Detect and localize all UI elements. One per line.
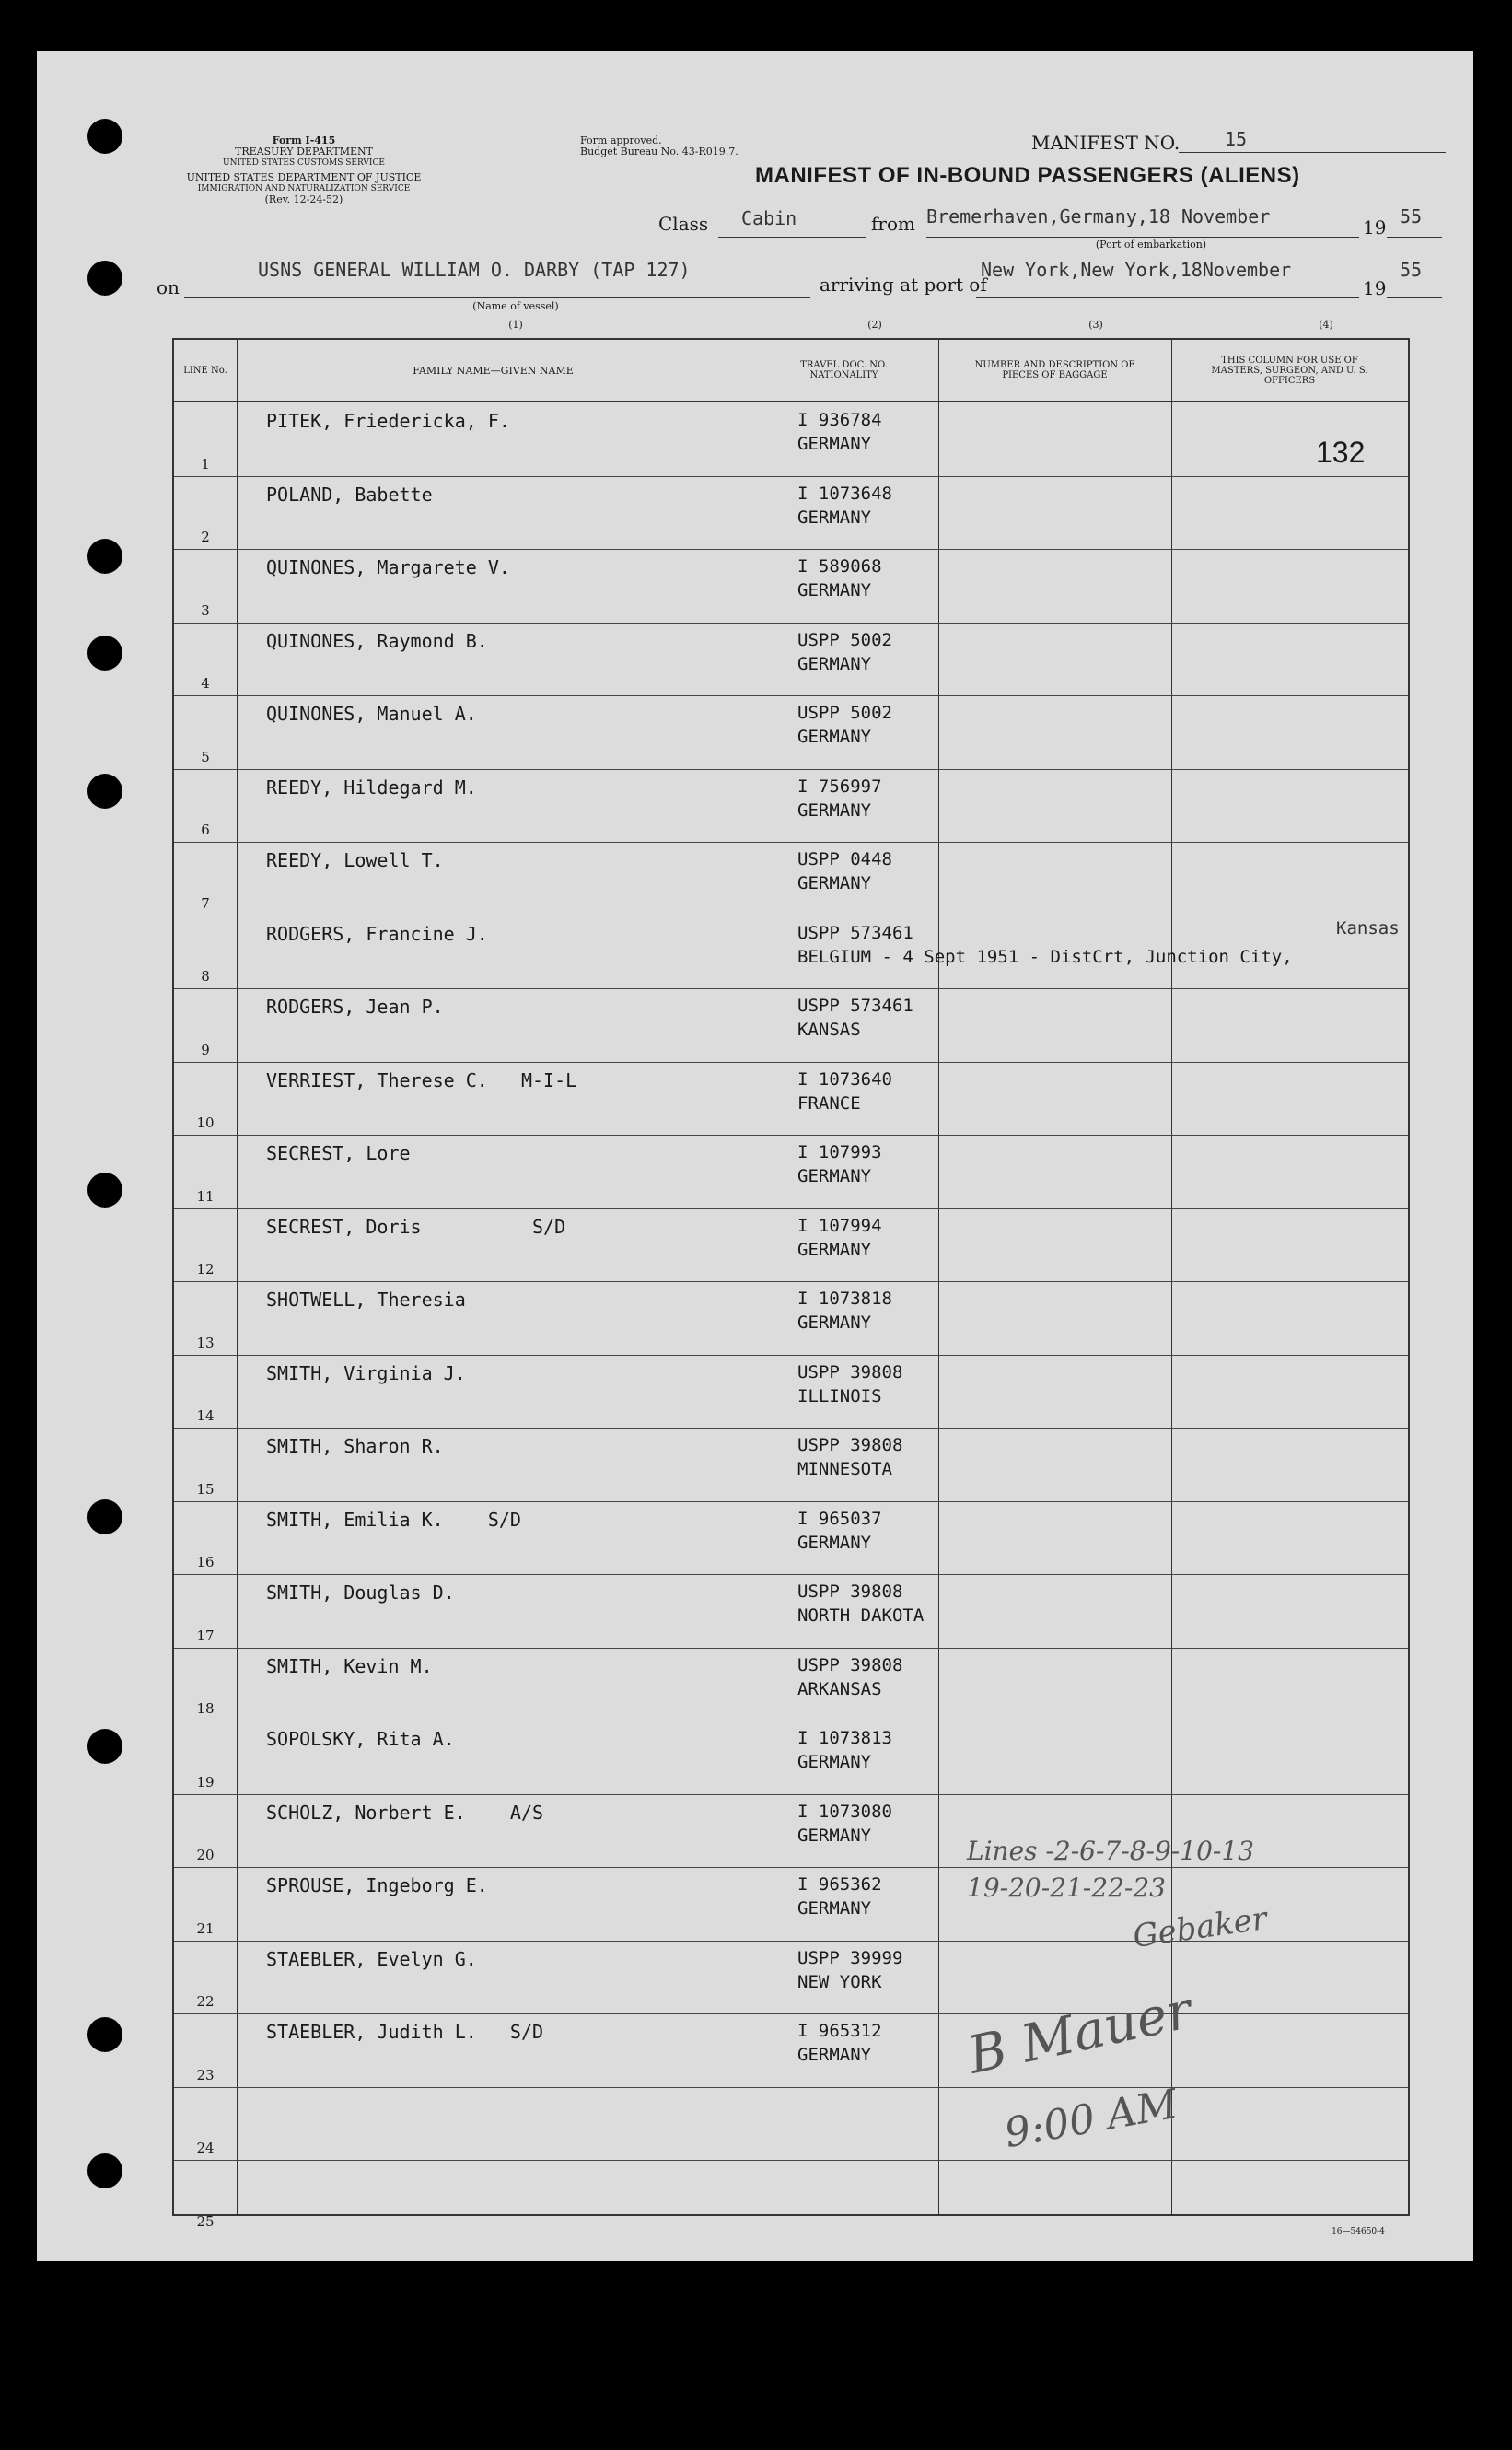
travel-doc (797, 1360, 902, 1408)
travel-doc-number: I 1073818 (797, 1289, 892, 1309)
travel-doc (797, 847, 892, 895)
passenger-name: VERRIEST, Therese C. M-I-L (266, 1068, 577, 1091)
line-number: 11 (196, 1187, 215, 1205)
punch-hole (87, 2017, 122, 2052)
travel-doc (797, 2019, 882, 2067)
col-num-4: (4) (1319, 319, 1333, 331)
vessel-name: USNS GENERAL WILLIAM O. DARBY (TAP 127) (258, 259, 691, 281)
treasury-dept: TREASURY DEPARTMENT (235, 146, 373, 158)
line-number: 16 (196, 1554, 215, 1570)
punch-hole (87, 539, 122, 574)
arriving-label: arriving at port of (820, 274, 987, 296)
col-num-2: (2) (867, 319, 882, 331)
nationality: GERMANY (797, 1898, 872, 1919)
nationality: GERMANY (797, 507, 872, 528)
nationality: NORTH DAKOTA (797, 1605, 925, 1626)
travel-doc (797, 1507, 882, 1555)
punch-hole (87, 1499, 122, 1534)
line-number: 19 (196, 1773, 215, 1791)
table-row (174, 1208, 1408, 1283)
passenger-name: SOPOLSKY, Rita A. (266, 1728, 455, 1750)
line-number: 22 (196, 1993, 215, 2010)
punch-hole (87, 261, 122, 296)
manifest-no: 15 (1225, 128, 1248, 150)
nationality: GERMANY (797, 1532, 872, 1553)
table-row (174, 1062, 1408, 1137)
travel-doc-number: USPP 573461 (797, 922, 913, 943)
table-row (174, 2013, 1408, 2088)
passenger-name: QUINONES, Raymond B. (266, 629, 488, 652)
nationality: MINNESOTA (797, 1459, 892, 1479)
travel-doc (797, 1872, 882, 1920)
handwritten-time: 9:00 AM (1001, 2080, 1181, 2158)
travel-doc (797, 482, 892, 530)
travel-doc-number: I 1073648 (797, 483, 892, 504)
table-row (174, 842, 1408, 916)
travel-doc (797, 1726, 892, 1774)
travel-doc-number: USPP 0448 (797, 849, 892, 869)
travel-doc-number: USPP 573461 (797, 996, 913, 1016)
table-row (174, 2160, 1408, 2234)
travel-doc (797, 775, 882, 822)
class-value: Cabin (741, 207, 797, 229)
col-header-line: LINE No. (183, 365, 227, 376)
passenger-name: SMITH, Sharon R. (266, 1435, 444, 1457)
col-num-1: (1) (508, 319, 523, 331)
punch-hole (87, 1729, 122, 1764)
table-row (174, 1574, 1408, 1649)
officer-count: 132 (1316, 436, 1366, 469)
nationality: ILLINOIS (797, 1385, 882, 1406)
line-number: 8 (201, 968, 210, 985)
travel-doc-number: I 1073813 (797, 1728, 892, 1748)
travel-doc-number: USPP 39808 (797, 1581, 903, 1602)
passenger-name: RODGERS, Francine J. (266, 922, 488, 945)
travel-doc (797, 1068, 892, 1115)
col-num-3: (3) (1088, 319, 1103, 331)
line-number: 13 (196, 1334, 215, 1351)
table-row (174, 769, 1408, 844)
travel-doc-number: I 965362 (797, 1874, 882, 1895)
table-row (174, 2087, 1408, 2162)
travel-doc (797, 1946, 902, 1994)
travel-doc-number: USPP 5002 (797, 703, 892, 723)
port-embark-caption: (Port of embarkation) (1095, 239, 1207, 251)
passenger-name: REEDY, Hildegard M. (266, 776, 477, 799)
passenger-name: PITEK, Friedericka, F. (266, 410, 510, 432)
table-row (174, 1428, 1408, 1502)
nationality: GERMANY (797, 1166, 872, 1186)
table-row (174, 549, 1408, 624)
passenger-name: STAEBLER, Evelyn G. (266, 1947, 477, 1970)
line-number: 4 (201, 675, 210, 692)
travel-doc (797, 1580, 924, 1628)
travel-doc-number: I 1073080 (797, 1801, 892, 1822)
line-number: 9 (201, 1041, 210, 1058)
punch-hole (87, 774, 122, 809)
travel-doc (797, 628, 892, 676)
table-row (174, 623, 1408, 697)
line-number: 6 (201, 822, 210, 838)
table-row (174, 402, 1408, 477)
travel-doc (797, 408, 882, 456)
line-number: 14 (196, 1407, 215, 1424)
travel-doc-number: USPP 39808 (797, 1361, 903, 1382)
passenger-name: REEDY, Lowell T. (266, 849, 444, 871)
travel-doc (797, 994, 913, 1042)
punch-hole (87, 2153, 122, 2188)
travel-doc-number: I 965312 (797, 2021, 882, 2041)
passenger-name: SMITH, Kevin M. (266, 1654, 433, 1677)
travel-doc (797, 1433, 902, 1481)
nationality: GERMANY (797, 1312, 872, 1333)
passenger-name: SMITH, Emilia K. S/D (266, 1508, 521, 1531)
line-number: 1 (201, 455, 210, 472)
punch-hole (87, 1172, 122, 1208)
travel-doc-number: USPP 39808 (797, 1654, 903, 1675)
year-2: 55 (1400, 259, 1423, 281)
table-row (174, 1135, 1408, 1209)
form-approved: Form approved. (580, 134, 662, 146)
line-number: 5 (201, 748, 210, 765)
table-row (174, 1721, 1408, 1795)
passenger-name: SMITH, Douglas D. (266, 1581, 455, 1604)
line-number: 18 (196, 1700, 215, 1717)
col-header-baggage: NUMBER AND DESCRIPTION OF PIECES OF BAGGAGE (974, 360, 1135, 380)
footer-code: 16—54650-4 (1332, 2227, 1385, 2236)
line-number: 7 (201, 894, 210, 912)
passenger-name: RODGERS, Jean P. (266, 996, 444, 1018)
justice-dept: UNITED STATES DEPARTMENT OF JUSTICE (186, 171, 422, 183)
line-number: 15 (196, 1480, 215, 1498)
nationality: GERMANY (797, 1825, 872, 1846)
passenger-name: QUINONES, Manuel A. (266, 703, 477, 725)
nationality: KANSAS (797, 1020, 861, 1040)
travel-doc (797, 1800, 892, 1848)
nationality: GERMANY (797, 653, 872, 674)
travel-doc (797, 554, 882, 602)
manifest-title: MANIFEST OF IN-BOUND PASSENGERS (ALIENS) (755, 163, 1300, 188)
line-number: 10 (196, 1114, 215, 1131)
year-1: 55 (1400, 205, 1423, 228)
nationality: ARKANSAS (797, 1678, 882, 1699)
year-prefix-2: 19 (1363, 277, 1387, 299)
on-label: on (157, 276, 180, 298)
nationality: FRANCE (797, 1092, 861, 1114)
travel-doc-number: I 1073640 (797, 1068, 892, 1090)
travel-doc-number: I 965037 (797, 1508, 882, 1529)
port-of-embarkation: Bremerhaven,Germany,18 November (926, 205, 1271, 228)
travel-doc-number: USPP 5002 (797, 629, 892, 650)
table-row (174, 1941, 1408, 2015)
punch-hole (87, 119, 122, 154)
travel-doc (797, 1287, 892, 1335)
year-prefix-1: 19 (1363, 216, 1387, 239)
travel-doc-number: I 107994 (797, 1215, 882, 1236)
passenger-name: SHOTWELL, Theresia (266, 1289, 466, 1311)
nationality: GERMANY (797, 873, 872, 893)
nationality: GERMANY (797, 2045, 872, 2065)
revision: (Rev. 12-24-52) (264, 193, 343, 205)
punch-hole (87, 636, 122, 671)
handwritten-signature-2: B Mauer (962, 1980, 1197, 2086)
travel-doc-number: USPP 39999 (797, 1947, 903, 1968)
travel-doc (797, 1214, 882, 1262)
nationality: GERMANY (797, 580, 872, 601)
travel-doc-number: I 107993 (797, 1142, 882, 1162)
nationality: BELGIUM - 4 Sept 1951 - DistCrt, Junction City, (797, 946, 1293, 967)
passenger-name: STAEBLER, Judith L. S/D (266, 2021, 544, 2043)
manifest-page (37, 51, 1473, 2261)
table-row (174, 695, 1408, 770)
row8-continuation: Kansas (1336, 918, 1400, 939)
nationality: GERMANY (797, 434, 872, 454)
vessel-caption: (Name of vessel) (472, 300, 559, 312)
travel-doc (797, 1653, 902, 1701)
travel-doc-number: I 589068 (797, 556, 882, 577)
line-number: 17 (196, 1627, 215, 1644)
passenger-name: SMITH, Virginia J. (266, 1361, 466, 1384)
class-label: Class (658, 213, 709, 235)
nationality: GERMANY (797, 799, 872, 821)
travel-doc (797, 701, 892, 749)
form-number: Form I-415 (272, 134, 336, 146)
nationality: GERMANY (797, 1752, 872, 1772)
travel-doc-number: I 936784 (797, 410, 882, 430)
line-number: 2 (201, 529, 210, 545)
nationality: NEW YORK (797, 1971, 882, 1992)
passenger-name: SECREST, Lore (266, 1142, 411, 1164)
nationality: GERMANY (797, 1239, 872, 1260)
handwritten-signature: Gebaker (1130, 1900, 1270, 1955)
table-row (174, 916, 1408, 990)
line-number: 25 (196, 2212, 215, 2230)
customs-service: UNITED STATES CUSTOMS SERVICE (223, 158, 385, 168)
passenger-name: SECREST, Doris S/D (266, 1215, 566, 1238)
passenger-name: SPROUSE, Ingeborg E. (266, 1874, 488, 1896)
from-label: from (871, 213, 915, 235)
passenger-name: QUINONES, Margarete V. (266, 556, 510, 578)
arrival-port: New York,New York,18November (981, 259, 1292, 281)
nationality: GERMANY (797, 727, 872, 747)
travel-doc-number: USPP 39808 (797, 1435, 903, 1455)
manifest-no-label: MANIFEST NO. (1031, 132, 1181, 154)
travel-doc (797, 1140, 882, 1188)
line-number: 12 (196, 1261, 215, 1278)
line-number: 3 (201, 601, 210, 619)
col-header-doc: TRAVEL DOC. NO. NATIONALITY (800, 360, 888, 380)
line-number: 23 (196, 2066, 215, 2083)
line-number: 20 (196, 1847, 215, 1863)
ins-service: IMMIGRATION AND NATURALIZATION SERVICE (197, 184, 411, 193)
table-row (174, 1281, 1408, 1356)
handwritten-lines-note-2: 19-20-21-22-23 (967, 1872, 1166, 1903)
travel-doc (797, 921, 1293, 969)
travel-doc-number: I 756997 (797, 776, 882, 797)
col-header-name: FAMILY NAME—GIVEN NAME (413, 364, 574, 377)
table-row (174, 1648, 1408, 1722)
line-number: 21 (196, 1919, 215, 1937)
col-header-officers: THIS COLUMN FOR USE OF MASTERS, SURGEON, AND U. S. OFFICERS (1211, 355, 1368, 386)
passenger-name: POLAND, Babette (266, 483, 433, 506)
table-row (174, 988, 1408, 1063)
handwritten-lines-note: Lines -2-6-7-8-9-10-13 (967, 1836, 1254, 1866)
table-row (174, 1355, 1408, 1429)
passenger-name: SCHOLZ, Norbert E. A/S (266, 1801, 544, 1824)
line-number: 24 (196, 2140, 215, 2156)
table-row (174, 1501, 1408, 1576)
budget-bureau: Budget Bureau No. 43-R019.7. (580, 146, 739, 158)
table-row (174, 476, 1408, 551)
